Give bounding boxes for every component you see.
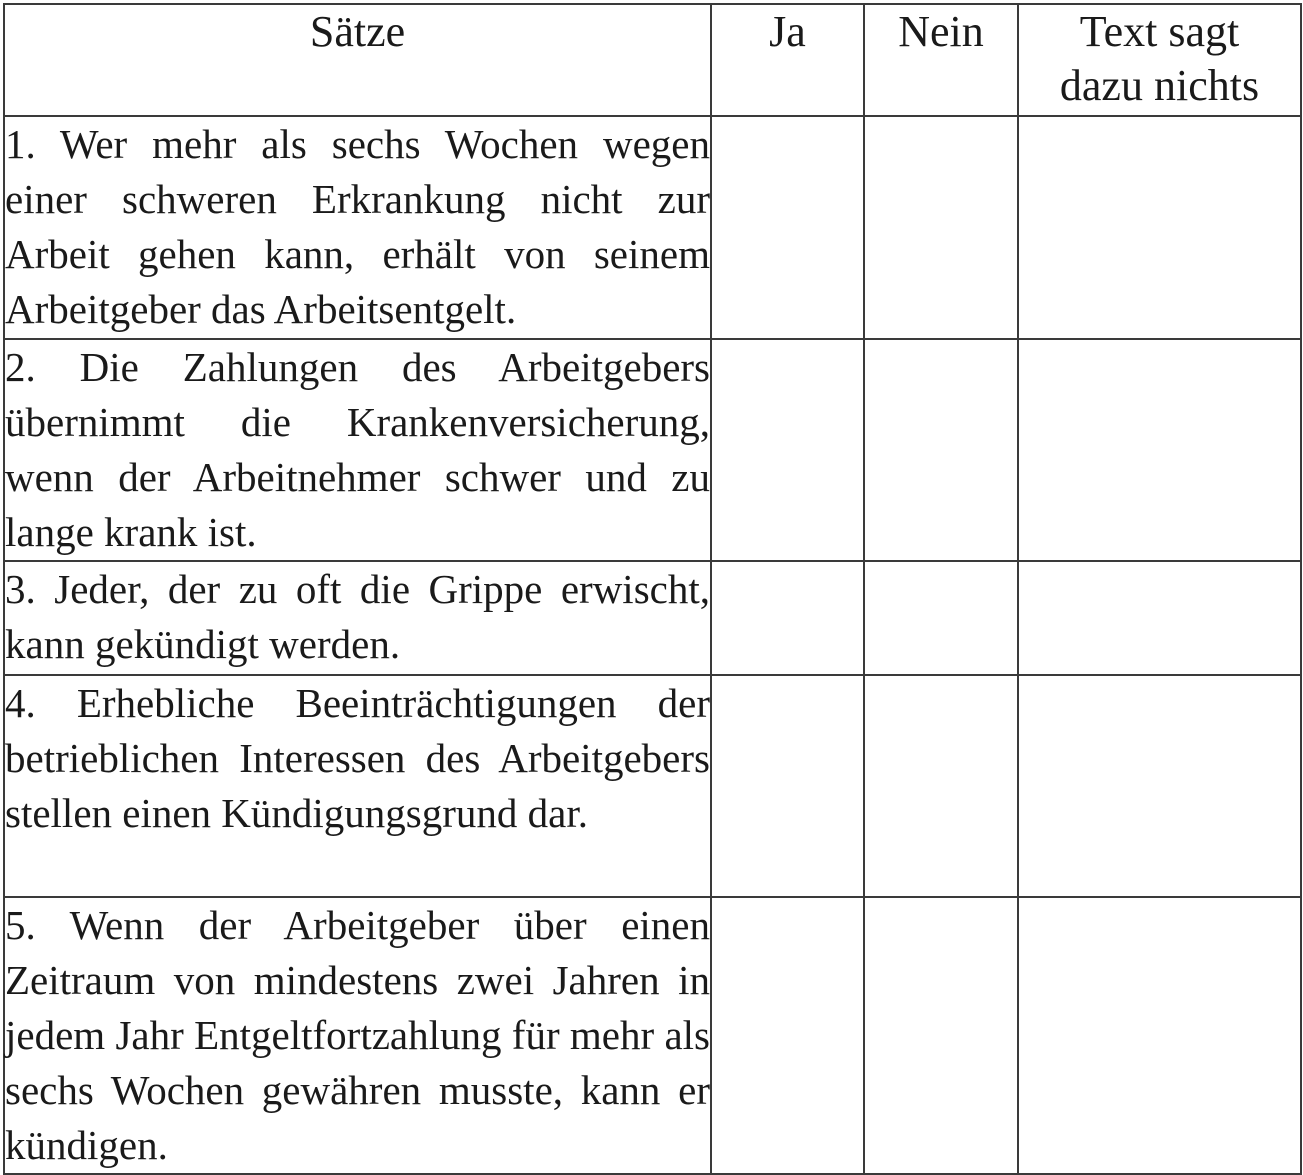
answer-cell-not-stated-5[interactable] [1018,897,1301,1174]
header-no: Nein [864,4,1018,116]
answer-cell-not-stated-1[interactable] [1018,116,1301,339]
table-row [4,897,1301,1174]
table-row [4,561,1301,675]
header-row [4,4,1301,116]
statement-5: 5. Wenn der Arbeitgeber über einen Zeitraum von mindestens zwei Jahren in jedem Jahr Entgeltfortzahlung für mehr als sechs Wochen gewähren musste, kann er kündigen. [4,897,711,1174]
answer-cell-yes-2[interactable] [711,339,864,561]
header-statements: Sätze [4,4,711,116]
header-yes: Ja [711,4,864,116]
answer-cell-yes-3[interactable] [711,561,864,675]
answer-cell-no-3[interactable] [864,561,1018,675]
table-row [4,339,1301,561]
answer-cell-yes-4[interactable] [711,675,864,897]
answer-cell-yes-5[interactable] [711,897,864,1174]
answer-cell-yes-1[interactable] [711,116,864,339]
statement-3: 3. Jeder, der zu oft die Grippe erwischt, kann gekündigt werden. [4,561,711,675]
table-row [4,675,1301,897]
header-not-stated-line2: dazu nichts [1059,61,1260,110]
answer-cell-not-stated-2[interactable] [1018,339,1301,561]
statement-1: 1. Wer mehr als sechs Wochen wegen einer schweren Erkrankung nicht zur Arbeit gehen kann, erhält von seinem Arbeitgeber das Arbeitsentgelt. [4,116,711,339]
answer-cell-not-stated-4[interactable] [1018,675,1301,897]
header-not-stated [1018,4,1301,116]
header-not-stated-line1: Text sagt [1079,7,1240,56]
answer-cell-no-4[interactable] [864,675,1018,897]
answer-cell-not-stated-3[interactable] [1018,561,1301,675]
statement-2: 2. Die Zahlungen des Arbeitgebers übernimmt die Krankenversicherung, wenn der Arbeitnehmer schwer und zu lange krank ist. [4,339,711,561]
true-false-table [3,3,1302,1175]
answer-cell-no-5[interactable] [864,897,1018,1174]
statement-4: 4. Erhebliche Beeinträchtigungen der betrieblichen Interessen des Arbeitgebers stellen einen Kündigungsgrund dar. [4,675,711,897]
table-row [4,116,1301,339]
answer-cell-no-1[interactable] [864,116,1018,339]
answer-cell-no-2[interactable] [864,339,1018,561]
